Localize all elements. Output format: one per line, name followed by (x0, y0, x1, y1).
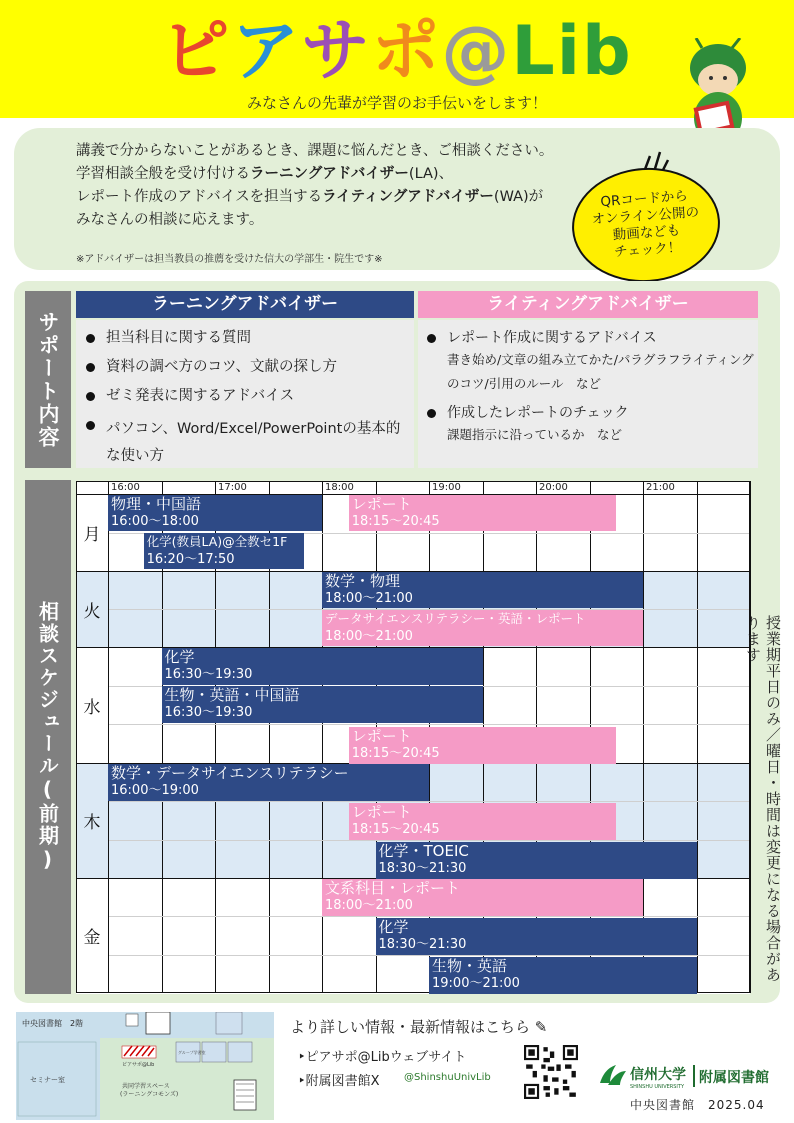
slot-time: 16:30～19:30 (164, 667, 253, 682)
title-char: サ (301, 12, 372, 91)
x-account-link[interactable]: ‣附属図書館X (298, 1074, 380, 1089)
grid-line (750, 481, 751, 993)
slot-subject: 化学 (378, 918, 409, 937)
schedule-slot (349, 727, 617, 764)
slot-subject: レポート (351, 803, 412, 822)
slot-subject: 化学・TOEIC (378, 842, 469, 861)
wa-item: レポート作成に関するアドバイス 書き始め/文章の組み立てかた/パラグラフライティングのコツ/引用のルール など (421, 329, 755, 396)
schedule-section-label: 相談スケジュール(前期) (25, 480, 71, 994)
page-title (0, 12, 794, 92)
title-char: ピ (161, 12, 232, 91)
slot-subject: 生物・英語 (432, 957, 508, 976)
commons-sub-label: (ラーニングコモンズ) (120, 1091, 179, 1098)
title-char: i (556, 12, 583, 91)
slot-time: 18:00～21:00 (325, 629, 413, 644)
hour-label: 20:00 (539, 482, 568, 493)
slot-time: 16:20～17:50 (146, 551, 235, 567)
schedule-slot (376, 918, 697, 955)
slot-time: 18:15～20:45 (351, 822, 440, 838)
la-list (80, 329, 410, 480)
univ-name: 信州大学 (630, 1067, 686, 1083)
la-item: パソコン、Word/Excel/PowerPointの基本的な使い方 (80, 416, 410, 470)
day-label: 木 (83, 813, 101, 833)
qr-code-icon[interactable] (524, 1045, 578, 1099)
slot-time: 16:00～19:00 (111, 783, 199, 798)
pencil-icon: ✎ (534, 1018, 548, 1036)
schedule-slot (162, 686, 483, 723)
univ-name-en: SHINSHU UNIVERSITY (630, 1084, 685, 1090)
intro-line-2: 学習相談全般を受け付けるラーニングアドバイザー(LA)、 (76, 166, 454, 182)
slot-time: 18:15～20:45 (351, 514, 440, 529)
qr-callout-bubble: QRコードから オンライン公開の 動画なども チェック！ (568, 163, 724, 287)
slot-subject: 生物・英語・中国語 (164, 686, 300, 705)
floor-map (16, 1012, 274, 1120)
group-room-label: グループ学習室 (178, 1050, 206, 1055)
schedule-slot (322, 879, 643, 916)
day-label: 火 (83, 601, 101, 622)
slot-time: 18:30～21:30 (378, 937, 467, 953)
hour-label: 18:00 (325, 482, 354, 493)
footer-date: 中央図書館 2025.04 (630, 1098, 765, 1112)
slot-time: 18:00～21:00 (325, 898, 413, 913)
schedule-slot (322, 610, 643, 646)
intro-line-1: 講義で分からないことがあるとき、課題に悩んだとき、ご相談ください。 (76, 143, 554, 159)
wa-item: 作成したレポートのチェック 課題指示に沿っているか など (421, 404, 755, 447)
hour-label: 16:00 (111, 482, 140, 493)
commons-label: 共同学習スペース (122, 1083, 170, 1090)
website-link[interactable]: ‣ピアサポ@Libウェブサイト (298, 1050, 467, 1065)
schedule-slot (108, 495, 322, 531)
schedule-slot (376, 842, 697, 879)
schedule-slot (349, 495, 617, 531)
intro-line-3: レポート作成のアドバイスを担当するライティングアドバイザー(WA)が (76, 189, 544, 205)
day-label: 月 (83, 525, 101, 545)
university-logo (598, 1061, 780, 1091)
slot-time: 18:15～20:45 (351, 745, 440, 761)
hour-label: 19:00 (432, 482, 461, 493)
hour-label: 17:00 (218, 482, 247, 493)
la-item: ゼミ発表に関するアドバイス (80, 387, 410, 406)
title-char: @ (441, 12, 512, 91)
slot-subject: 化学 (164, 648, 195, 666)
title-char: L (511, 12, 557, 91)
wa-list (421, 329, 755, 453)
subtitle: みなさんの先輩が学習のお手伝いをします！ (246, 94, 547, 112)
schedule-side-note: 授業期平日のみ／曜日・時間は変更になる場合があります (744, 615, 782, 983)
advisor-note: ※アドバイザーは担当教員の推薦を受けた信大の学部生・院生です※ (76, 254, 383, 265)
intro-text (76, 140, 553, 232)
grid-line (108, 481, 109, 993)
floor-label: 中央図書館 2階 (22, 1019, 84, 1028)
schedule-slot (349, 803, 617, 840)
more-info-heading: より詳しい情報・最新情報はこちら ✎ (290, 1018, 548, 1036)
support-section-label: サポート内容 (25, 291, 71, 468)
slot-subject: 化学(教員LA)@全教セ1F (146, 533, 288, 549)
seminar-room-label: セミナー室 (30, 1076, 65, 1084)
day-label: 水 (83, 697, 101, 718)
slot-time: 18:00～21:00 (325, 591, 413, 606)
slot-subject: 数学・データサイエンスリテラシー (111, 764, 349, 782)
peer-support-spot-label: ピアサポ@Lib (122, 1062, 155, 1068)
title-char: ポ (371, 12, 442, 91)
la-item: 資料の調べ方のコツ、文献の探し方 (80, 358, 410, 377)
day-label: 金 (83, 928, 101, 948)
slot-subject: レポート (351, 495, 412, 513)
schedule-slot (322, 572, 643, 608)
la-item: 担当科目に関する質問 (80, 329, 410, 348)
la-heading: ラーニングアドバイザー (76, 291, 414, 318)
slot-time: 18:30～21:30 (378, 861, 467, 877)
slot-subject: 数学・物理 (325, 572, 401, 590)
slot-subject: データサイエンスリテラシー・英語・レポート (325, 611, 586, 626)
schedule-slot (144, 533, 305, 569)
slot-subject: 文系科目・レポート (325, 879, 461, 897)
wa-heading: ライティングアドバイザー (418, 291, 758, 318)
slot-subject: レポート (351, 726, 412, 745)
title-char: b (582, 12, 633, 91)
schedule-slot (108, 764, 429, 801)
slot-subject: 物理・中国語 (111, 495, 202, 513)
slot-time: 16:30～19:30 (164, 705, 253, 721)
title-char: ア (231, 12, 302, 91)
library-name: 附属図書館 (699, 1070, 769, 1086)
schedule-slot (162, 648, 483, 685)
x-handle: @ShinshuUnivLib (404, 1072, 491, 1083)
intro-line-4: みなさんの相談に応えます。 (76, 212, 264, 228)
slot-time: 16:00～18:00 (111, 514, 199, 529)
hour-label: 21:00 (646, 482, 675, 493)
schedule-slot (429, 957, 697, 994)
slot-time: 19:00～21:00 (432, 976, 520, 992)
